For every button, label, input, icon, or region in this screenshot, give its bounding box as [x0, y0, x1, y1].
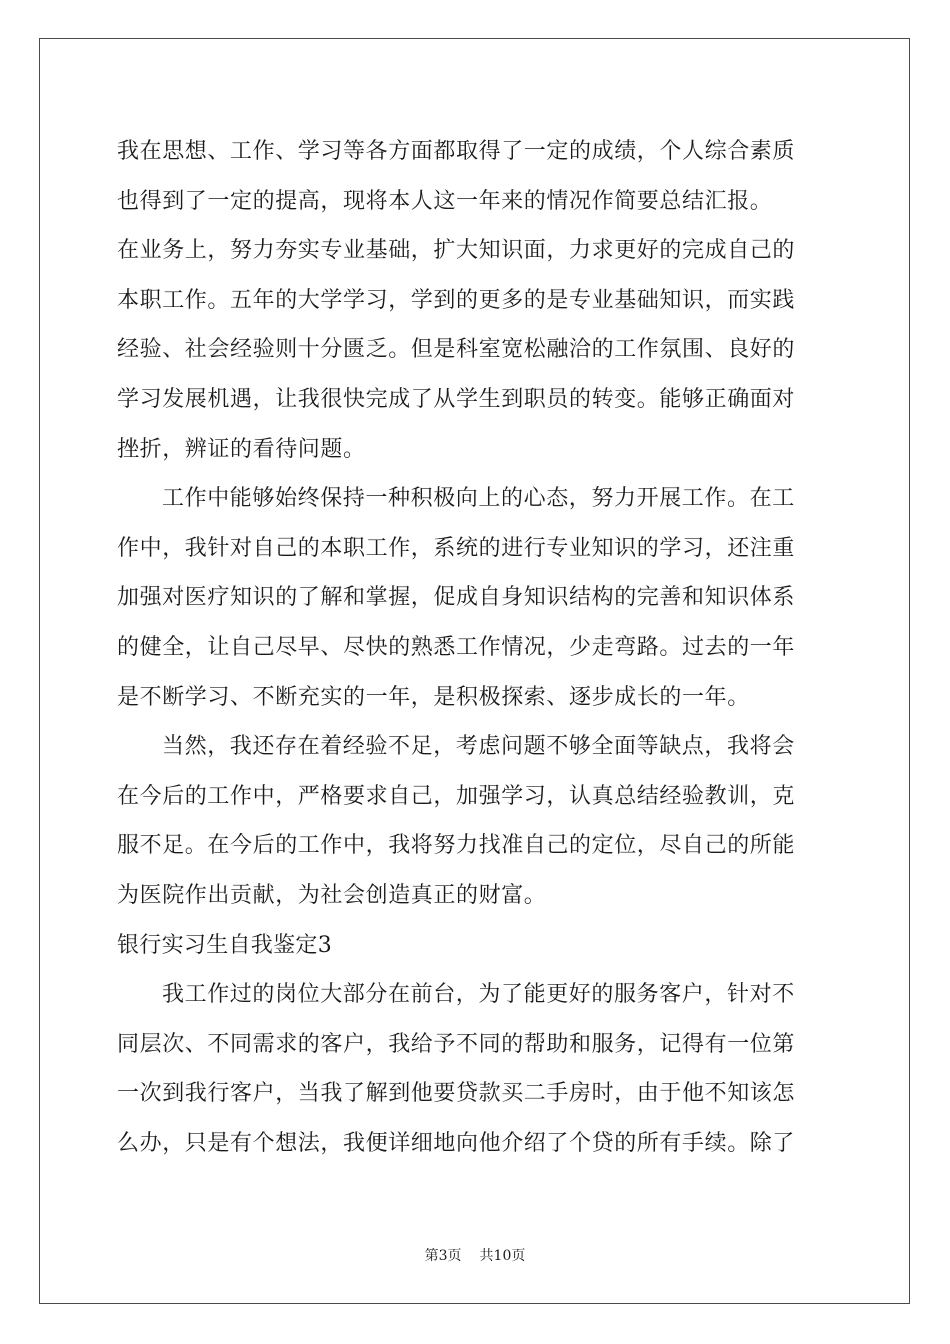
text-line: 在业务上，努力夯实专业基础，扩大知识面，力求更好的完成自己的	[117, 238, 796, 264]
paragraph-first-line: 当然，我还存在着经验不足，考虑问题不够全面等缺点，我将会	[162, 734, 795, 760]
page-footer	[0, 1247, 950, 1265]
text-line: 我在思想、工作、学习等各方面都取得了一定的成绩，个人综合素质	[117, 139, 796, 164]
page-number: 第3页	[424, 1248, 462, 1264]
document-body	[117, 127, 833, 1168]
section-heading: 银行实习生自我鉴定3	[117, 932, 332, 958]
text-line: 同层次、不同需求的客户，我给予不同的帮助和服务，记得有一位第	[117, 1031, 796, 1057]
text-line: 一次到我行客户，当我了解到他要贷款买二手房时，由于他不知该怎	[117, 1081, 796, 1107]
text-line: 么办，只是有个想法，我便详细地向他介绍了个贷的所有手续。除了	[117, 1130, 796, 1156]
text-line: 服不足。在今后的工作中，我将努力找准自己的定位，尽自己的所能	[117, 833, 796, 859]
page-total: 共10页	[479, 1248, 526, 1264]
text-line: 加强对医疗知识的了解和掌握，促成自身知识结构的完善和知识体系	[117, 585, 796, 611]
text-line: 经验、社会经验则十分匮乏。但是科室宽松融洽的工作氛围、良好的	[117, 337, 796, 363]
text-line: 作中，我针对自己的本职工作，系统的进行专业知识的学习，还注重	[117, 535, 796, 561]
text-line: 本职工作。五年的大学学习，学到的更多的是专业基础知识，而实践	[117, 287, 796, 313]
text-line: 是不断学习、不断充实的一年，是积极探索、逐步成长的一年。	[117, 684, 750, 710]
text-line: 挫折，辨证的看待问题。	[117, 436, 366, 462]
text-line: 的健全，让自己尽早、尽快的熟悉工作情况，少走弯路。过去的一年	[117, 634, 796, 660]
text-line: 在今后的工作中，严格要求自己，加强学习，认真总结经验教训，克	[117, 783, 796, 809]
paragraph-first-line: 我工作过的岗位大部分在前台，为了能更好的服务客户，针对不	[162, 982, 795, 1008]
text-line: 也得到了一定的提高，现将本人这一年来的情况作简要总结汇报。	[117, 188, 773, 214]
text-line: 为医院作出贡献，为社会创造真正的财富。	[117, 882, 547, 908]
paragraph-first-line: 工作中能够始终保持一种积极向上的心态，努力开展工作。在工	[162, 486, 795, 512]
text-line: 学习发展机遇，让我很快完成了从学生到职员的转变。能够正确面对	[117, 386, 796, 412]
